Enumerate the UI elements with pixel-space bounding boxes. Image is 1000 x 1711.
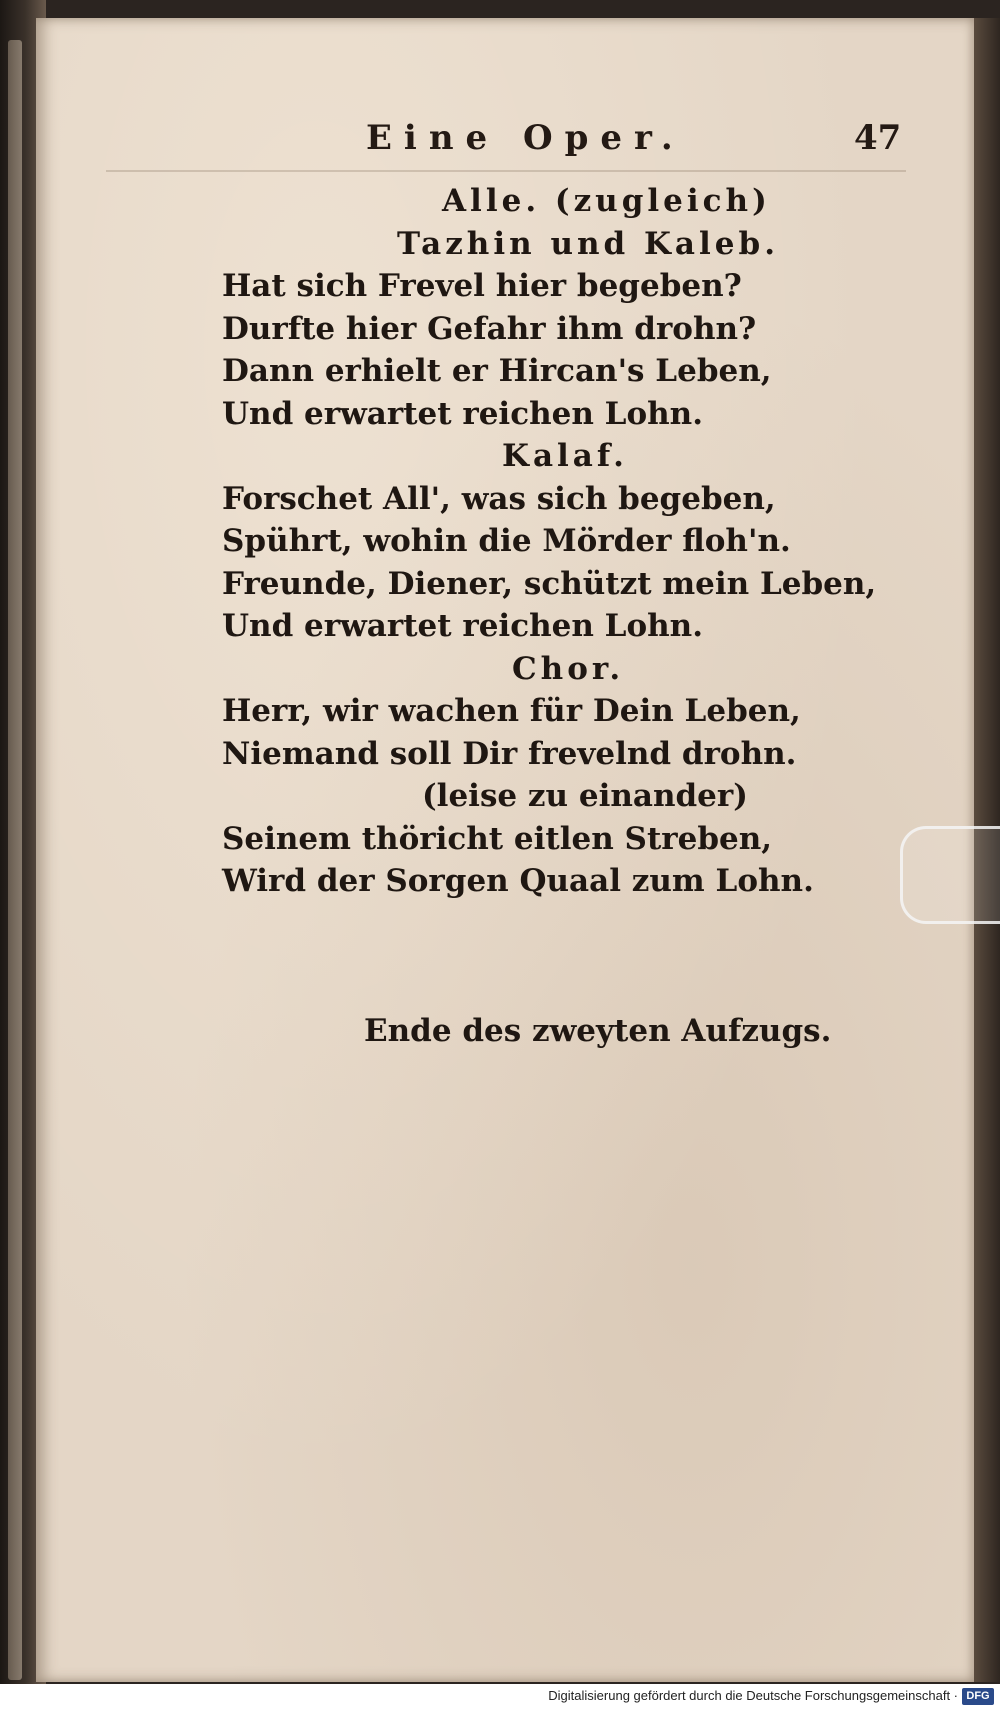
verse-line: Durfte hier Gefahr ihm drohn? <box>222 310 757 347</box>
funding-credit: Digitalisierung gefördert durch die Deutsche Forschungsgemeinschaft · <box>548 1688 958 1703</box>
verse-line: Hat sich Frevel hier begeben? <box>222 268 742 304</box>
verse-line: Freunde, Diener, schützt mein Leben, <box>222 565 877 602</box>
verse-line: Seinem thöricht eitlen Streben, <box>222 820 773 857</box>
footer-bar <box>0 1684 1000 1711</box>
running-title: Eine Oper. <box>366 118 685 158</box>
verse-line: Herr, wir wachen für Dein Leben, <box>222 693 801 729</box>
verse-line: Und erwartet reichen Lohn. <box>222 395 703 432</box>
previous-page-edge <box>8 40 22 1680</box>
book-page <box>36 18 974 1682</box>
verse-line: Niemand soll Dir frevelnd drohn. <box>222 735 797 772</box>
dfg-logo: DFG <box>962 1688 994 1705</box>
speaker-line: Alle. (zugleich) <box>442 183 771 219</box>
speaker-line: Tazhin und Kaleb. <box>397 225 779 262</box>
verse-line: Und erwartet reichen Lohn. <box>222 608 703 644</box>
header-rule <box>106 170 906 172</box>
verse-line: Spührt, wohin die Mörder floh'n. <box>222 523 791 559</box>
act-end-line: Ende des zweyten Aufzugs. <box>364 1013 832 1049</box>
verse-line: Wird der Sorgen Quaal zum Lohn. <box>222 863 814 899</box>
page-number: 47 <box>854 118 902 158</box>
page-header <box>36 118 974 168</box>
verse-block <box>36 180 974 903</box>
page-clip <box>900 826 1000 924</box>
verse-line: Dann erhielt er Hircan's Leben, <box>222 353 772 389</box>
speaker-line: Kalaf. <box>502 438 628 474</box>
verse-line: Forschet All', was sich begeben, <box>222 480 776 517</box>
speaker-line: Chor. <box>512 650 625 687</box>
stage-direction: (leise zu einander) <box>422 778 748 814</box>
